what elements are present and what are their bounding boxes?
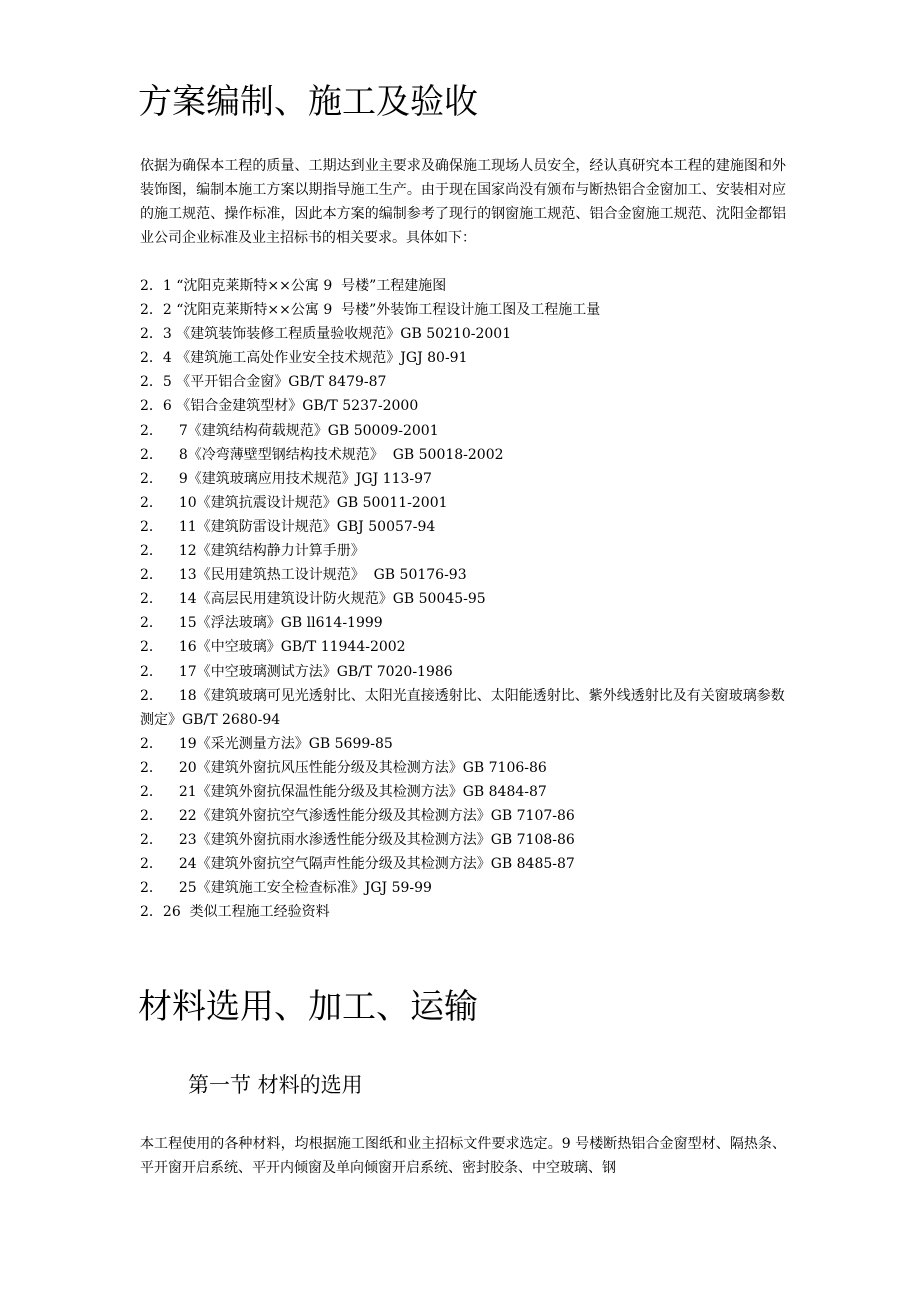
reference-text: 22《建筑外窗抗空气渗透性能分级及其检测方法》GB 7107-86 bbox=[170, 808, 575, 825]
reference-number: 2．1 bbox=[140, 278, 172, 294]
reference-text: 7《建筑结构荷载规范》GB 50009-2001 bbox=[170, 422, 439, 439]
reference-item bbox=[140, 515, 790, 539]
materials-paragraph: 本工程使用的各种材料，均根据施工图纸和业主招标文件要求选定。9 号楼断热铝合金窗型材、隔热条、平开窗开启系统、平开内倾窗及单向倾窗开启系统、密封胶条、中空玻璃、钢 bbox=[140, 1136, 786, 1176]
reference-text: 24《建筑外窗抗空气隔声性能分级及其检测方法》GB 8485-87 bbox=[170, 856, 575, 873]
reference-number: 2． bbox=[140, 567, 163, 584]
reference-number: 2．3 bbox=[140, 326, 172, 343]
reference-number: 2． bbox=[140, 591, 163, 608]
reference-number: 2． bbox=[140, 832, 163, 849]
reference-number: 2． bbox=[140, 808, 163, 825]
reference-number: 2． bbox=[140, 687, 163, 704]
reference-number: 2． bbox=[140, 880, 163, 897]
reference-item bbox=[140, 635, 790, 659]
reference-text: 《平开铝合金窗》GB/T 8479-87 bbox=[171, 374, 387, 391]
reference-item bbox=[140, 563, 790, 587]
reference-text: 21《建筑外窗抗保温性能分级及其检测方法》GB 8484-87 bbox=[170, 783, 547, 800]
reference-item bbox=[140, 370, 790, 394]
reference-text: 19《采光测量方法》GB 5699-85 bbox=[170, 735, 393, 752]
reference-number: 2．6 bbox=[140, 398, 172, 415]
reference-item bbox=[140, 443, 790, 467]
reference-item bbox=[140, 852, 790, 876]
reference-text: 14《高层民用建筑设计防火规范》GB 50045-95 bbox=[170, 591, 486, 608]
reference-item bbox=[140, 611, 790, 635]
intro-paragraph: 依据为确保本工程的质量、工期达到业主要求及确保施工现场人员安全，经认真研究本工程的建施图和外装饰图，编制本施工方案以期指导施工生产。由于现在国家尚没有颁布与断热铝合金窗加工、安装相对应的施工规范、操作标准，因此本方案的编制参考了现行的钢窗施工规范、铝合金窗施工规范、沈阳金都铝业公司企业标准及业主招标书的相关要求。具体如下： bbox=[140, 158, 786, 246]
reference-number: 2． bbox=[140, 615, 163, 632]
subsection-title-material-selection: 第一节 材料的选用 bbox=[188, 1073, 363, 1097]
reference-number: 2． bbox=[140, 639, 163, 656]
reference-text: 《铝合金建筑型材》GB/T 5237-2000 bbox=[171, 398, 419, 415]
reference-number: 2．5 bbox=[140, 374, 172, 391]
reference-number: 2． bbox=[140, 735, 163, 752]
reference-text: 12《建筑结构静力计算手册》 bbox=[170, 543, 365, 560]
reference-number: 2． bbox=[140, 470, 163, 487]
reference-item bbox=[140, 876, 790, 900]
reference-number: 2． bbox=[140, 663, 163, 680]
reference-item bbox=[140, 756, 790, 780]
reference-item bbox=[140, 900, 790, 924]
reference-number: 2．26 bbox=[140, 904, 181, 921]
reference-text: 类似工程施工经验资料 bbox=[180, 904, 330, 921]
reference-item bbox=[140, 587, 790, 611]
section-title-plan: 方案编制、施工及验收 bbox=[138, 82, 478, 122]
reference-item bbox=[140, 467, 790, 491]
reference-text: 23《建筑外窗抗雨水渗透性能分级及其检测方法》GB 7108-86 bbox=[170, 832, 575, 849]
reference-text: 16《中空玻璃》GB/T 11944-2002 bbox=[170, 639, 406, 656]
reference-number: 2． bbox=[140, 856, 163, 873]
reference-text: 18《建筑玻璃可见光透射比、太阳光直接透射比、太阳能透射比、紫外线透射比及有关窗玻璃参数测定》GB/T 2680-94 bbox=[140, 687, 785, 728]
reference-text: 25《建筑施工安全检查标准》JGJ 59-99 bbox=[170, 880, 432, 897]
reference-item bbox=[140, 804, 790, 828]
reference-text: “沈阳克莱斯特××公寓 9 号楼”工程建施图 bbox=[171, 278, 447, 294]
reference-item bbox=[140, 322, 790, 346]
section-title-materials: 材料选用、加工、运输 bbox=[138, 987, 478, 1027]
reference-number: 2． bbox=[140, 446, 163, 463]
reference-item bbox=[140, 394, 790, 418]
reference-number: 2． bbox=[140, 518, 163, 535]
reference-item bbox=[140, 298, 790, 322]
reference-text: 20《建筑外窗抗风压性能分级及其检测方法》GB 7106-86 bbox=[170, 759, 547, 776]
reference-text: 11《建筑防雷设计规范》GBJ 50057-94 bbox=[170, 518, 436, 535]
reference-item bbox=[140, 732, 790, 756]
reference-item bbox=[140, 828, 790, 852]
reference-list bbox=[140, 274, 790, 925]
reference-number: 2． bbox=[140, 759, 163, 776]
reference-number: 2．4 bbox=[140, 350, 172, 367]
reference-text: “沈阳克莱斯特××公寓 9 号楼”外装饰工程设计施工图及工程施工量 bbox=[171, 302, 601, 319]
reference-text: 《建筑施工高处作业安全技术规范》JGJ 80-91 bbox=[171, 350, 468, 367]
reference-item bbox=[140, 491, 790, 515]
reference-text: 8《冷弯薄壁型钢结构技术规范》 GB 50018-2002 bbox=[170, 446, 504, 463]
reference-number: 2． bbox=[140, 422, 163, 439]
reference-item bbox=[140, 660, 790, 684]
reference-text: 15《浮法玻璃》GB ll614-1999 bbox=[170, 615, 383, 632]
reference-item bbox=[140, 780, 790, 804]
reference-text: 9《建筑玻璃应用技术规范》JGJ 113-97 bbox=[170, 470, 432, 487]
reference-item bbox=[140, 419, 790, 443]
reference-text: 《建筑装饰装修工程质量验收规范》GB 50210-2001 bbox=[171, 326, 512, 343]
reference-text: 17《中空玻璃测试方法》GB/T 7020-1986 bbox=[170, 663, 453, 680]
reference-item bbox=[140, 346, 790, 370]
reference-item bbox=[140, 274, 790, 298]
reference-text: 10《建筑抗震设计规范》GB 50011-2001 bbox=[170, 494, 448, 511]
reference-number: 2． bbox=[140, 494, 163, 511]
reference-text: 13《民用建筑热工设计规范》 GB 50176-93 bbox=[170, 567, 467, 584]
reference-number: 2．2 bbox=[140, 302, 172, 319]
reference-item bbox=[140, 684, 790, 732]
reference-item bbox=[140, 539, 790, 563]
reference-number: 2． bbox=[140, 783, 163, 800]
reference-number: 2． bbox=[140, 543, 163, 560]
